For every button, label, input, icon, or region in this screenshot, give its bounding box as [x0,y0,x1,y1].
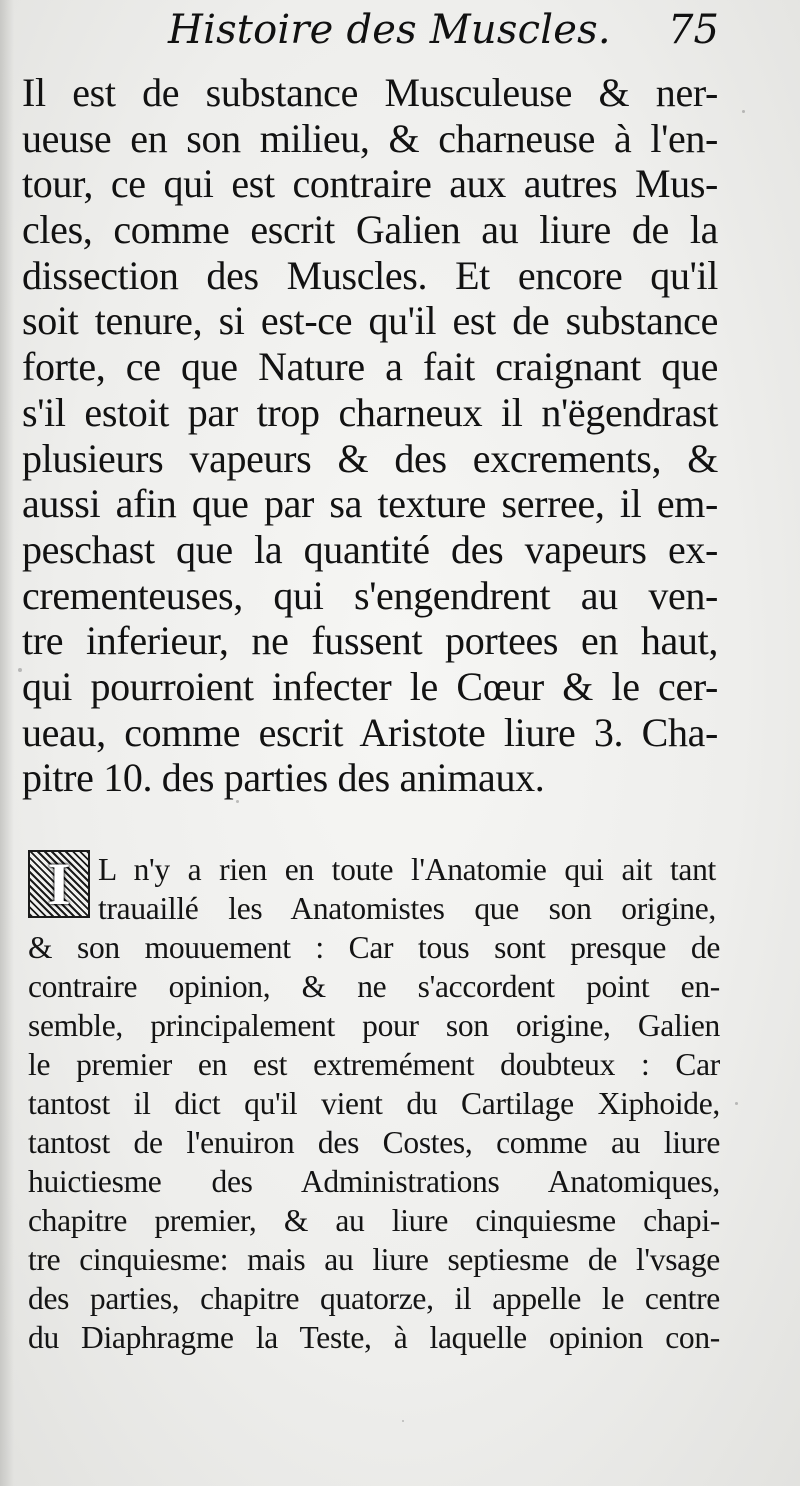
text-line: tantost de l'enuiron des Costes, comme au liure [28,1125,720,1160]
text-line: aussi afin que par sa texture serree, il em- [22,481,718,527]
ink-speck [742,110,745,113]
text-line: plusieurs vapeurs & des excrements, & [22,435,718,481]
running-head [0,6,800,56]
text-line: semble, principalement pour son origine, Galien [28,1008,720,1043]
text-line: cles, comme escrit Galien au liure de la [22,207,718,253]
page-number: 75 [668,7,719,53]
text-line: le premier en est extremément doubteux : Car [28,1047,720,1082]
text-line: tantost il dict qu'il vient du Cartilage Xiphoide, [28,1086,720,1121]
paragraph-2 [28,848,720,1368]
text-line: huictiesme des Administrations Anatomiques, [28,1164,720,1199]
text-line: tre cinquiesme: mais au liure septiesme de l'vsage [28,1242,720,1277]
text-line: tour, ce qui est contraire aux autres Mus- [22,161,718,207]
text-line: crementeuses, qui s'engendrent au ven- [22,572,718,618]
text-line: chapitre premier, & au liure cinquiesme chapi- [28,1203,720,1238]
text-line: ueau, comme escrit Aristote liure 3. Cha- [22,709,718,755]
text-line: L n'y a rien en toute l'Anatomie qui ait tant [98,852,716,887]
text-line: forte, ce que Nature a fait craignant que [22,344,718,390]
text-line: contraire opinion, & ne s'accordent point en- [28,969,720,1004]
text-line: du Diaphragme la Teste, à laquelle opinion con- [28,1320,720,1355]
text-line: & son mouuement : Car tous sont presque de [28,930,720,965]
text-line: tre inferieur, ne fussent portees en haut, [22,618,718,664]
decorated-initial [28,850,90,918]
text-line: des parties, chapitre quatorze, il appelle le centre [28,1281,720,1316]
text-line: pitre 10. des parties des animaux. [22,755,545,801]
decorated-initial-letter: I [47,851,71,917]
text-line: dissection des Muscles. Et encore qu'il [22,252,718,298]
text-line: qui pourroient infecter le Cœur & le cer- [22,663,718,709]
text-line: peschast que la quantité des vapeurs ex- [22,526,718,572]
running-head-title: Histoire des Muscles. [168,7,611,53]
text-line: s'il estoit par trop charneux il n'ëgendrast [22,389,718,435]
text-line: Il est de substance Musculeuse & ner- [22,70,718,115]
text-line: ueuse en son milieu, & charneuse à l'en- [22,115,718,161]
paragraph-1 [22,70,718,801]
page-gutter-shadow [0,0,14,1486]
text-line: trauaillé les Anatomistes que son origine, [98,891,716,926]
ink-speck [735,1102,738,1105]
ink-speck [402,1420,404,1422]
ink-speck [18,668,22,672]
text-line: soit tenure, si est-ce qu'il est de substance [22,298,718,344]
ink-speck [236,800,239,803]
